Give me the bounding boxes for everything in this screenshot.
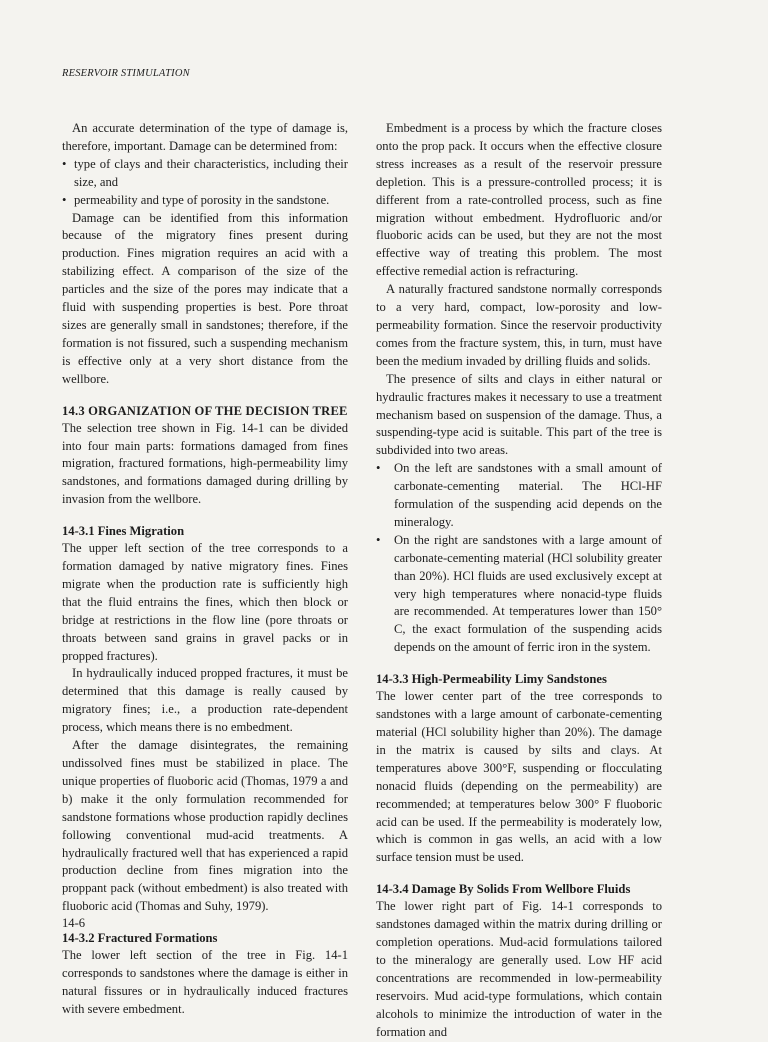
- fines-paragraph: After the damage disintegrates, the remaining undissolved fines must be stabilized in place. The unique properties of fluoboric acid (Thomas, 1979 a and b) make it the only formulation recommended for sandstone formations whose production rapidly declines following conventional mud-acid treatments. A hydraulically fractured well that has experienced a rapid production decline from fines migration into the proppant pack (without embedment) is also treated with fluoboric acid (Thomas and Suhy, 1979).: [62, 738, 348, 914]
- fines-paragraph: In hydraulically induced propped fractures, it must be determined that this damage is really caused by migratory fines; i.e., a production rate-dependent process, which means there is no embedment.: [62, 666, 348, 735]
- damage-paragraph: Damage can be identified from this information because of the migratory fines present during production. Fines migration requires an acid with a stabilizing effect. A comparison of the size of the particles and the size of the pores may indicate that a fluid with suspending properties is best. Pore throat sizes are generally small in sandstones; therefore, if the formation is not fissured, such a suspending mechanism is effective only at a very short distance from the wellbore.: [62, 210, 348, 386]
- list-item: • On the left are sandstones with a small amount of carbonate-cementing material. The HCl-HF formulation of the suspending acid depends on the mineralogy.: [376, 460, 662, 532]
- silts-paragraph: The presence of silts and clays in either natural or hydraulic fractures makes it necessary to use a treatment mechanism based on suspension of the damage. Thus, a suspending-type acid is suitable. This part of the tree is subdivided into two areas.: [376, 371, 662, 458]
- list-item: • permeability and type of porosity in the sandstone.: [62, 192, 348, 210]
- fractured-formations-heading: 14-3.2 Fractured Formations: [62, 931, 218, 946]
- damage-criteria-list: [62, 156, 348, 210]
- fines-paragraph: The upper left section of the tree corresponds to a formation damaged by native migratory fines. Fines migrate when the production rate is sufficiently high that the fluid entrains the fines, which then block or bridge at restrictions in the flow line (pore throats or throats between sand grains in gravel packs or in propped fractures).: [62, 541, 348, 663]
- page-number: 14-6: [62, 916, 86, 930]
- natural-fracture-paragraph: A naturally fractured sandstone normally corresponds to a very hard, compact, low-porosity and low-permeability formation. Since the reservoir productivity comes from the fracture system, this, in turn, must have been the medium invaded by drilling fluids and solids.: [376, 282, 662, 368]
- left-column: [62, 120, 348, 1019]
- solids-paragraph: The lower right part of Fig. 14-1 corresponds to sandstones damaged within the matrix during drilling or completion operations. Mud-acid formulations tailored to the mineralogy are generally used. Low HF acid concentrations are recommended in low-permeability reservoirs. Mud acid-type formulations, which contain alcohols to minimize the introduction of water in the formation and: [376, 899, 662, 1039]
- wellbore-solids-heading: 14-3.4 Damage By Solids From Wellbore Fluids: [376, 882, 631, 897]
- fractured-paragraph: The lower left section of the tree in Fig. 14-1 corresponds to sandstones where the damage is either in natural fissures or in hydraulically induced fractures with severe embedment.: [62, 948, 348, 1016]
- fines-migration-heading: 14-3.1 Fines Migration: [62, 524, 185, 539]
- section-heading: 14.3 ORGANIZATION OF THE DECISION TREE: [62, 403, 348, 418]
- right-column: [376, 120, 662, 1042]
- list-item: • type of clays and their characteristics, including their size, and: [62, 156, 348, 192]
- section-paragraph: The selection tree shown in Fig. 14-1 can be divided into four main parts: formations damaged from fines migration, fractured formations, high-permeability limy sandstones, and formations damaged during drilling by invasion from the wellbore.: [62, 420, 348, 507]
- intro-paragraph: An accurate determination of the type of damage is, therefore, important. Damage can be determined from:: [62, 121, 348, 153]
- limy-sandstones-heading: 14-3.3 High-Permeability Limy Sandstones: [376, 672, 607, 687]
- list-item: • On the right are sandstones with a large amount of carbonate-cementing material (HCl solubility greater than 20%). HCl fluids are used exclusively except at very high temperatures where nonacid-type fluids are recommended. At temperatures lower than 150° C, the exact formulation of the suspending acids depends on the amount of ferric iron in the system.: [376, 532, 662, 657]
- limy-paragraph: The lower center part of the tree corresponds to sandstones with a large amount of carbonate-cementing material (HCl solubility higher than 20%). The damage in the matrix is caused by silts and clays. At temperatures above 300°F, suspending or flocculating nonacid fluids (depending on the permeability) are recommended; at temperatures below 300° F fluoboric acid can be used. If the permeability is moderately low, which is common in gas wells, an acid with a low surface tension must be used.: [376, 689, 662, 865]
- running-head: RESERVOIR STIMULATION: [62, 68, 190, 79]
- subdivision-list: [376, 460, 662, 657]
- embedment-paragraph: Embedment is a process by which the fracture closes onto the prop pack. It occurs when the effective closure stress increases as a result of the reservoir pressure depletion. This is a pressure-controlled process; it is different from a rate-controlled process, such as fine migration without embedment. Hydrofluoric and/or fluoboric acids can be used, but they are not the most effective way of treating this problem. The most effective remedial action is refracturing.: [376, 121, 662, 279]
